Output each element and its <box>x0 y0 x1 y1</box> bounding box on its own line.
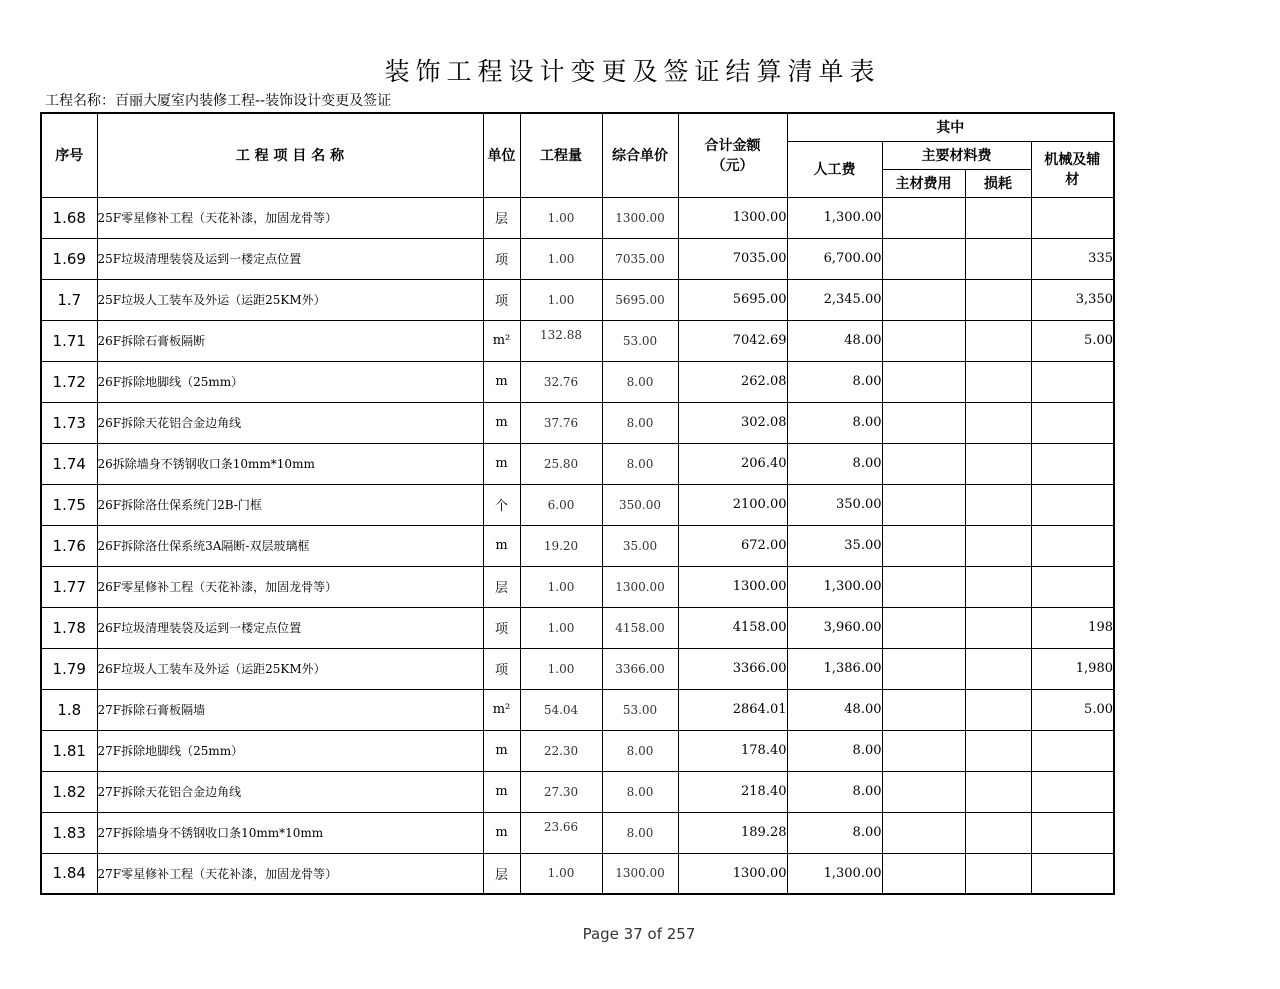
cell-unit-price: 8.00 <box>602 402 678 443</box>
table-row <box>41 566 1114 607</box>
cell-unit-price: 35.00 <box>602 525 678 566</box>
page-title: 装饰工程设计变更及签证结算清单表 <box>384 57 881 86</box>
cell-total-amount: 4158.00 <box>678 607 787 648</box>
table-row <box>41 361 1114 402</box>
cell-row-number: 1.74 <box>41 443 97 484</box>
cell-item-name: 26F拆除洛仕保系统门2B-门框 <box>97 484 483 525</box>
table-row <box>41 279 1114 320</box>
cell-unit-price: 8.00 <box>602 771 678 812</box>
header-total-line2: （元） <box>711 158 754 175</box>
table-row <box>41 648 1114 689</box>
table-row <box>41 607 1114 648</box>
cell-row-number: 1.69 <box>41 238 97 279</box>
cell-item-name: 26F垃圾清理装袋及运到一楼定点位置 <box>97 607 483 648</box>
cell-quantity: 1.00 <box>520 238 602 279</box>
cell-quantity: 1.00 <box>520 279 602 320</box>
project-name: 工程名称：百丽大厦室内装修工程--装饰设计变更及签证 <box>45 93 392 109</box>
cell-quantity: 1.00 <box>520 648 602 689</box>
cell-main-material-cost <box>882 197 965 238</box>
header-labor: 人工费 <box>787 141 882 197</box>
cell-loss <box>965 853 1031 894</box>
cell-item-name: 26F零星修补工程（天花补漆，加固龙骨等） <box>97 566 483 607</box>
cell-mechanical-cost: 5.00 <box>1031 689 1114 730</box>
cell-quantity-text: 132.88 <box>540 327 582 342</box>
cell-item-name: 26F拆除石膏板隔断 <box>97 320 483 361</box>
cell-unit: m <box>483 443 520 484</box>
cell-total-amount: 1300.00 <box>678 853 787 894</box>
cell-mechanical-cost: 3,350 <box>1031 279 1114 320</box>
cell-mechanical-cost <box>1031 525 1114 566</box>
table-row <box>41 525 1114 566</box>
cell-loss <box>965 730 1031 771</box>
cell-quantity: 27.30 <box>520 771 602 812</box>
cell-total-amount: 672.00 <box>678 525 787 566</box>
cell-unit-price: 8.00 <box>602 443 678 484</box>
cell-loss <box>965 771 1031 812</box>
cell-item-name: 27F拆除地脚线（25mm） <box>97 730 483 771</box>
cell-unit: m <box>483 361 520 402</box>
header-mech-line1: 机械及辅 <box>1044 152 1101 168</box>
cell-unit-price: 8.00 <box>602 812 678 853</box>
cell-unit: m <box>483 771 520 812</box>
cell-row-number: 1.7 <box>41 279 97 320</box>
header-no: 序号 <box>41 113 97 197</box>
cell-main-material-cost <box>882 402 965 443</box>
cell-unit: 项 <box>483 607 520 648</box>
cell-unit: m² <box>483 320 520 361</box>
cell-loss <box>965 484 1031 525</box>
cell-item-name: 26F拆除天花铝合金边角线 <box>97 402 483 443</box>
cell-row-number: 1.84 <box>41 853 97 894</box>
cell-mechanical-cost <box>1031 361 1114 402</box>
cell-item-name: 25F垃圾人工装车及外运（运距25KM外） <box>97 279 483 320</box>
cell-item-name: 26F拆除地脚线（25mm） <box>97 361 483 402</box>
cell-row-number: 1.79 <box>41 648 97 689</box>
header-of-which: 其中 <box>787 113 1114 141</box>
header-qty: 工程量 <box>520 113 602 197</box>
cell-unit-price: 4158.00 <box>602 607 678 648</box>
cell-mechanical-cost: 335 <box>1031 238 1114 279</box>
cell-mechanical-cost <box>1031 443 1114 484</box>
cell-unit: m <box>483 730 520 771</box>
cell-main-material-cost <box>882 689 965 730</box>
cell-labor-cost: 1,300.00 <box>787 566 882 607</box>
table-row <box>41 238 1114 279</box>
cell-loss <box>965 689 1031 730</box>
table-row <box>41 197 1114 238</box>
cell-quantity <box>520 320 602 361</box>
cell-loss <box>965 402 1031 443</box>
cell-mechanical-cost <box>1031 566 1114 607</box>
cell-mechanical-cost <box>1031 197 1114 238</box>
table-row <box>41 812 1114 853</box>
cell-labor-cost: 1,300.00 <box>787 853 882 894</box>
cell-item-name: 27F零星修补工程（天花补漆，加固龙骨等） <box>97 853 483 894</box>
header-main-material-cost: 主材费用 <box>882 169 965 197</box>
cell-row-number: 1.8 <box>41 689 97 730</box>
cell-unit: 层 <box>483 566 520 607</box>
cell-total-amount: 5695.00 <box>678 279 787 320</box>
cell-unit-price: 1300.00 <box>602 197 678 238</box>
cell-quantity: 32.76 <box>520 361 602 402</box>
cell-total-amount: 3366.00 <box>678 648 787 689</box>
cell-labor-cost: 48.00 <box>787 320 882 361</box>
cell-loss <box>965 279 1031 320</box>
cell-total-amount: 262.08 <box>678 361 787 402</box>
cell-main-material-cost <box>882 320 965 361</box>
cell-loss <box>965 238 1031 279</box>
cell-quantity: 22.30 <box>520 730 602 771</box>
cell-quantity: 1.00 <box>520 853 602 894</box>
cell-row-number: 1.82 <box>41 771 97 812</box>
cell-unit-price: 5695.00 <box>602 279 678 320</box>
cell-quantity: 6.00 <box>520 484 602 525</box>
cell-unit: 项 <box>483 648 520 689</box>
cell-total-amount: 2100.00 <box>678 484 787 525</box>
cell-quantity-text: 23.66 <box>543 819 579 834</box>
cell-main-material-cost <box>882 279 965 320</box>
cell-total-amount: 1300.00 <box>678 566 787 607</box>
cell-labor-cost: 48.00 <box>787 689 882 730</box>
cell-labor-cost: 350.00 <box>787 484 882 525</box>
cell-main-material-cost <box>882 853 965 894</box>
cell-row-number: 1.72 <box>41 361 97 402</box>
cell-unit-price: 8.00 <box>602 361 678 402</box>
cell-labor-cost: 8.00 <box>787 771 882 812</box>
cell-main-material-cost <box>882 238 965 279</box>
cell-main-material-cost <box>882 566 965 607</box>
cell-total-amount: 206.40 <box>678 443 787 484</box>
cell-quantity: 37.76 <box>520 402 602 443</box>
cell-labor-cost: 8.00 <box>787 443 882 484</box>
cell-loss <box>965 525 1031 566</box>
cell-labor-cost: 2,345.00 <box>787 279 882 320</box>
cell-labor-cost: 8.00 <box>787 812 882 853</box>
cell-main-material-cost <box>882 648 965 689</box>
table-row <box>41 402 1114 443</box>
cell-unit-price: 350.00 <box>602 484 678 525</box>
cell-total-amount: 7042.69 <box>678 320 787 361</box>
header-mech <box>1031 141 1114 197</box>
header-name: 工 程 项 目 名 称 <box>97 113 483 197</box>
cell-mechanical-cost: 1,980 <box>1031 648 1114 689</box>
header-loss: 损耗 <box>965 169 1031 197</box>
cell-mechanical-cost <box>1031 402 1114 443</box>
cell-loss <box>965 812 1031 853</box>
cell-main-material-cost <box>882 607 965 648</box>
cell-labor-cost: 3,960.00 <box>787 607 882 648</box>
cell-row-number: 1.76 <box>41 525 97 566</box>
header-unit-price: 综合单价 <box>602 113 678 197</box>
cell-unit: 层 <box>483 853 520 894</box>
cell-unit: m <box>483 525 520 566</box>
cell-mechanical-cost <box>1031 853 1114 894</box>
header-total <box>678 113 787 197</box>
cell-loss <box>965 361 1031 402</box>
cell-row-number: 1.73 <box>41 402 97 443</box>
cell-unit-price: 8.00 <box>602 730 678 771</box>
table-body <box>41 197 1114 894</box>
cell-loss <box>965 566 1031 607</box>
cell-main-material-cost <box>882 525 965 566</box>
cell-row-number: 1.71 <box>41 320 97 361</box>
cell-mechanical-cost <box>1031 771 1114 812</box>
cell-main-material-cost <box>882 484 965 525</box>
cell-mechanical-cost: 198 <box>1031 607 1114 648</box>
cell-item-name: 26F拆除洛仕保系统3A隔断-双层玻璃框 <box>97 525 483 566</box>
cell-unit: 层 <box>483 197 520 238</box>
cell-unit: 个 <box>483 484 520 525</box>
table-row <box>41 853 1114 894</box>
cell-row-number: 1.81 <box>41 730 97 771</box>
cell-row-number: 1.75 <box>41 484 97 525</box>
table-row <box>41 320 1114 361</box>
cell-mechanical-cost <box>1031 812 1114 853</box>
cell-loss <box>965 443 1031 484</box>
header-main-material: 主要材料费 <box>882 141 1031 169</box>
cell-main-material-cost <box>882 730 965 771</box>
cell-row-number: 1.83 <box>41 812 97 853</box>
cell-total-amount: 7035.00 <box>678 238 787 279</box>
table-row <box>41 730 1114 771</box>
cell-mechanical-cost: 5.00 <box>1031 320 1114 361</box>
cell-unit: 项 <box>483 279 520 320</box>
cell-row-number: 1.68 <box>41 197 97 238</box>
cell-quantity: 25.80 <box>520 443 602 484</box>
cell-quantity: 1.00 <box>520 566 602 607</box>
cell-item-name: 25F垃圾清理装袋及运到一楼定点位置 <box>97 238 483 279</box>
cell-total-amount: 302.08 <box>678 402 787 443</box>
cell-total-amount: 189.28 <box>678 812 787 853</box>
cell-item-name: 26拆除墙身不锈钢收口条10mm*10mm <box>97 443 483 484</box>
page-number: Page 37 of 257 <box>582 925 696 943</box>
cell-main-material-cost <box>882 771 965 812</box>
table-row <box>41 443 1114 484</box>
cell-labor-cost: 8.00 <box>787 361 882 402</box>
cell-main-material-cost <box>882 361 965 402</box>
cell-unit-price: 53.00 <box>602 320 678 361</box>
header-unit: 单位 <box>483 113 520 197</box>
cell-unit-price: 7035.00 <box>602 238 678 279</box>
cell-item-name: 26F垃圾人工装车及外运（运距25KM外） <box>97 648 483 689</box>
cell-quantity: 1.00 <box>520 607 602 648</box>
header-total-line1: 合计金额 <box>704 138 761 155</box>
cell-unit: 项 <box>483 238 520 279</box>
cell-quantity <box>520 812 602 853</box>
cell-loss <box>965 197 1031 238</box>
cell-unit: m² <box>483 689 520 730</box>
cell-labor-cost: 8.00 <box>787 402 882 443</box>
cell-loss <box>965 320 1031 361</box>
table-row <box>41 771 1114 812</box>
cell-labor-cost: 8.00 <box>787 730 882 771</box>
cell-labor-cost: 6,700.00 <box>787 238 882 279</box>
cell-main-material-cost <box>882 812 965 853</box>
cell-loss <box>965 648 1031 689</box>
cell-unit: m <box>483 812 520 853</box>
cell-total-amount: 2864.01 <box>678 689 787 730</box>
cell-unit: m <box>483 402 520 443</box>
cell-item-name: 27F拆除墙身不锈钢收口条10mm*10mm <box>97 812 483 853</box>
cell-labor-cost: 1,386.00 <box>787 648 882 689</box>
cell-item-name: 27F拆除石膏板隔墙 <box>97 689 483 730</box>
cell-labor-cost: 35.00 <box>787 525 882 566</box>
cell-main-material-cost <box>882 443 965 484</box>
cell-item-name: 27F拆除天花铝合金边角线 <box>97 771 483 812</box>
settlement-table <box>40 112 1115 895</box>
cell-mechanical-cost <box>1031 484 1114 525</box>
cell-quantity: 1.00 <box>520 197 602 238</box>
cell-quantity: 54.04 <box>520 689 602 730</box>
cell-row-number: 1.77 <box>41 566 97 607</box>
cell-unit-price: 3366.00 <box>602 648 678 689</box>
cell-unit-price: 53.00 <box>602 689 678 730</box>
cell-quantity: 19.20 <box>520 525 602 566</box>
cell-loss <box>965 607 1031 648</box>
cell-total-amount: 1300.00 <box>678 197 787 238</box>
cell-unit-price: 1300.00 <box>602 566 678 607</box>
table-row <box>41 689 1114 730</box>
cell-item-name: 25F零星修补工程（天花补漆，加固龙骨等） <box>97 197 483 238</box>
cell-row-number: 1.78 <box>41 607 97 648</box>
cell-total-amount: 178.40 <box>678 730 787 771</box>
cell-total-amount: 218.40 <box>678 771 787 812</box>
table-row <box>41 484 1114 525</box>
cell-unit-price: 1300.00 <box>602 853 678 894</box>
header-mech-line2: 材 <box>1065 172 1080 188</box>
cell-mechanical-cost <box>1031 730 1114 771</box>
cell-labor-cost: 1,300.00 <box>787 197 882 238</box>
